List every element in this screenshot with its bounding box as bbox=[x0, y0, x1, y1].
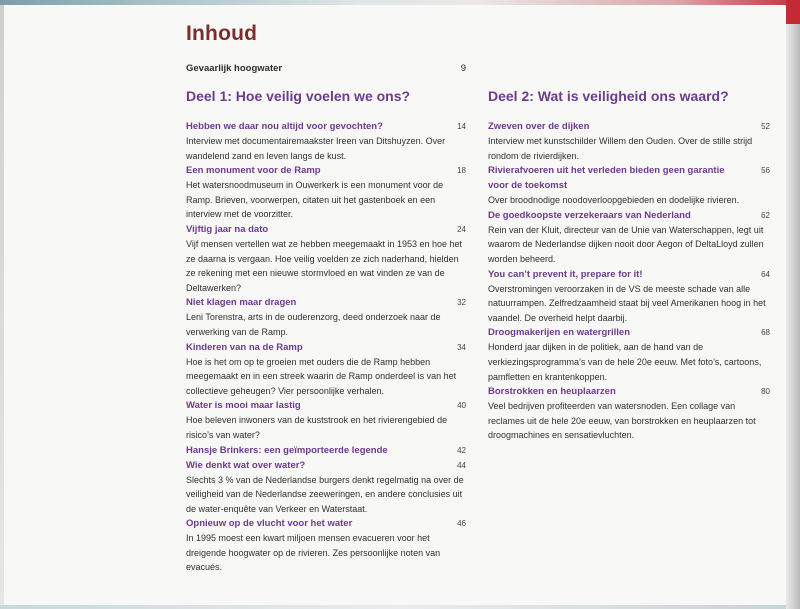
toc-entry-description: Overstromingen veroorzaken in de VS de meeste schade van alle natuurrampen. Zelfredzaamheid staat bij veel Amerikanen hoog in het vaandel. De overheid helpt daarbij. bbox=[488, 283, 766, 323]
toc-entry[interactable] bbox=[488, 163, 770, 208]
toc-entry-title: You can’t prevent it, prepare for it! bbox=[488, 268, 643, 280]
toc-entry-page-number: 40 bbox=[457, 401, 466, 411]
toc-intro-page: 9 bbox=[460, 63, 466, 74]
toc-entry-title: Opnieuw op de vlucht voor het water bbox=[186, 518, 353, 530]
toc-entry-description: Over broodnodige noodoverloopgebieden en dodelijke rivieren. bbox=[488, 195, 740, 206]
page-title: Inhoud bbox=[186, 22, 258, 45]
toc-entry[interactable] bbox=[186, 340, 466, 399]
toc-entry-page-number: 62 bbox=[761, 210, 770, 220]
toc-entry-description: Interview met kunstschilder Willem den Ouden. Over de stille strijd rondom de rivierdijken. bbox=[488, 136, 753, 161]
part-1-entries bbox=[186, 119, 466, 575]
toc-entry[interactable] bbox=[186, 222, 466, 295]
toc-entry-page-number: 56 bbox=[761, 166, 770, 176]
toc-entry-description: Leni Torenstra, arts in de ouderenzorg, deed onderzoek naar de verwerking van de Ramp. bbox=[186, 312, 441, 337]
toc-entry-page-number: 24 bbox=[457, 224, 466, 234]
page-edge-left bbox=[0, 0, 4, 609]
toc-entry-title: Kinderen van na de Ramp bbox=[186, 341, 303, 353]
toc-entry[interactable] bbox=[186, 295, 466, 339]
toc-entry-title: Borstrokken en heuplaarzen bbox=[488, 386, 616, 398]
book-spine-edge bbox=[786, 0, 800, 609]
toc-intro-entry[interactable] bbox=[186, 63, 466, 74]
toc-entry-description: Vijf mensen vertellen wat ze hebben meegemaakt in 1953 en hoe het ze daarna is vergaan. Hoe veilig voelden ze zich naderhand, hielden ze rekening met een nieuwe stormvloed en wat vinden ze van de Deltawerken? bbox=[186, 238, 463, 293]
page-edge-top bbox=[0, 0, 800, 5]
toc-entry-page-number: 32 bbox=[457, 298, 466, 308]
toc-entry-description: Veel bedrijven profiteerden van watersnoden. Een collage van reclames uit de hele 20e eeuw, van borstrokken en heuplaarzen tot droogmachines en sensatievluchten. bbox=[488, 401, 756, 441]
toc-entry[interactable] bbox=[186, 443, 466, 458]
toc-entry-page-number: 42 bbox=[457, 445, 466, 455]
part-1-heading: Deel 1: Hoe veilig voelen we ons? bbox=[186, 88, 411, 104]
toc-entry-page-number: 64 bbox=[761, 269, 770, 279]
toc-entry-page-number: 68 bbox=[761, 328, 770, 338]
toc-entry-description: Rein van der Kluit, directeur van de Unie van Waterschappen, legt uit waarom de Nederlandse dijken nooit door Aegon of DeltaLloyd zullen worden beheerd. bbox=[488, 224, 764, 264]
toc-entry[interactable] bbox=[186, 119, 466, 163]
toc-entry-title: Vijftig jaar na dato bbox=[186, 223, 269, 235]
part-2-heading: Deel 2: Wat is veiligheid ons waard? bbox=[488, 88, 729, 104]
toc-entry-page-number: 14 bbox=[457, 122, 466, 131]
toc-entry-description: Interview met documentairemaakster Ireen van Ditshuyzen. Over wandelend zand en leven langs de kust. bbox=[186, 136, 446, 161]
toc-entry[interactable] bbox=[186, 398, 466, 442]
toc-entry-description: Slechts 3 % van de Nederlandse burgers denkt regelmatig na over de veiligheid van de Nederlandse zeeweringen, en andere conclusies uit de water-enquête van Verkeer en Waterstaat. bbox=[186, 474, 464, 514]
toc-entry-title: Een monument voor de Ramp bbox=[186, 165, 321, 177]
toc-entry[interactable] bbox=[488, 208, 770, 267]
toc-entry-description: Hoe beleven inwoners van de kuststrook en het rivierengebied de risico’s van water? bbox=[186, 415, 448, 440]
toc-entry-title: Droogmakerijen en watergrillen bbox=[488, 327, 631, 339]
toc-intro-title: Gevaarlijk hoogwater bbox=[186, 63, 283, 74]
toc-entry[interactable] bbox=[488, 267, 770, 326]
toc-entry[interactable] bbox=[186, 163, 466, 222]
toc-entry-description: Hoe is het om op te groeien met ouders die de Ramp hebben meegemaakt en in een streek waarin de Ramp onderdeel is van het collectieve geheugen? Vier persoonlijke verhalen. bbox=[186, 356, 457, 396]
page-edge-bottom bbox=[0, 605, 800, 609]
toc-entry-title: Hebben we daar nou altijd voor gevochten? bbox=[186, 121, 383, 132]
toc-entry-title: Niet klagen maar dragen bbox=[186, 297, 297, 309]
toc-entry[interactable] bbox=[186, 458, 466, 517]
toc-entry-description: Het watersnoodmuseum in Ouwerkerk is een monument voor de Ramp. Brieven, voorwerpen, citaten uit het gastenboek en een interview met de voorzitter. bbox=[186, 180, 444, 220]
toc-entry-page-number: 52 bbox=[761, 122, 770, 131]
part-2-entries bbox=[488, 119, 770, 443]
toc-entry-page-number: 80 bbox=[761, 387, 770, 397]
book-spine-red-band bbox=[786, 0, 800, 24]
toc-entry-title: Water is mooi maar lastig bbox=[186, 400, 301, 412]
toc-entry-page-number: 44 bbox=[457, 460, 466, 470]
toc-entry[interactable] bbox=[488, 119, 770, 163]
toc-entry-description: In 1995 moest een kwart miljoen mensen evacueren voor het dreigende hoogwater op de rivieren. Zes persoonlijke noten van evacués. bbox=[186, 533, 441, 573]
toc-entry-title: Rivierafvoeren uit het verleden bieden geen garantie voor de toekomst bbox=[488, 165, 725, 192]
toc-entry-title: Wie denkt wat over water? bbox=[186, 459, 306, 471]
toc-entry-page-number: 18 bbox=[457, 166, 466, 176]
toc-entry[interactable] bbox=[488, 325, 770, 384]
toc-entry[interactable] bbox=[488, 384, 770, 443]
toc-entry-title: De goedkoopste verzekeraars van Nederland bbox=[488, 209, 691, 221]
toc-entry-page-number: 46 bbox=[457, 519, 466, 529]
toc-entry-title: Hansje Brinkers: een geïmporteerde legende bbox=[186, 444, 388, 456]
toc-entry-page-number: 34 bbox=[457, 342, 466, 352]
toc-entry-title: Zweven over de dijken bbox=[488, 121, 590, 132]
toc-entry[interactable] bbox=[186, 516, 466, 575]
toc-entry-description: Honderd jaar dijken in de politiek, aan de hand van de verkiezingsprogramma’s van de hele 20e eeuw. Met foto’s, cartoons, pamfletten en krantenkoppen. bbox=[488, 342, 762, 382]
